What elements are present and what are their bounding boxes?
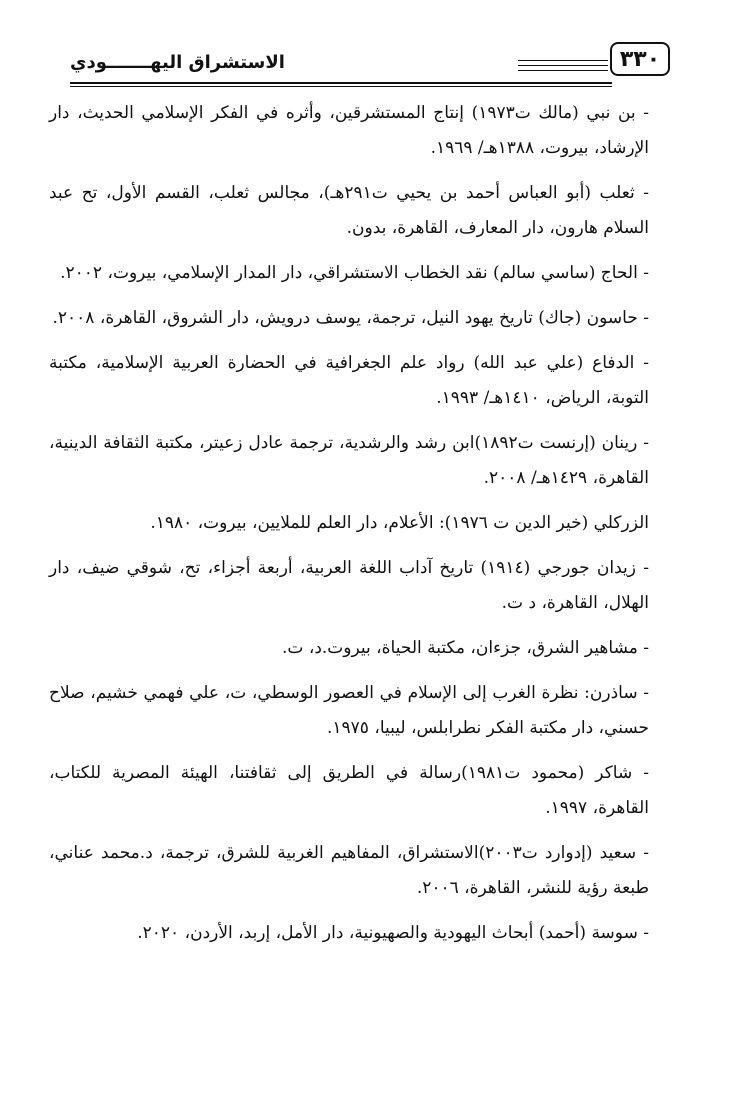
reference-text: سوسة (أحمد) أبحاث اليهودية والصهيونية، دار الأمل، إربد، الأردن، ٢٠٢٠. [137, 923, 638, 943]
reference-item: - ساذرن: نظرة الغرب إلى الإسلام في العصور الوسطي، ت، علي فهمي خشيم، صلاح حسني، دار مكتبة الفكر نطرابلس، ليبيا، ١٩٧٥. [49, 683, 649, 738]
reference-text: مشاهير الشرق، جزءان، مكتبة الحياة، بيروت.د، ت. [282, 638, 638, 658]
reference-item: - حاسون (جاك) تاريخ يهود النيل، ترجمة، يوسف درويش، دار الشروق، القاهرة، ٢٠٠٨. [52, 308, 649, 328]
reference-text: رينان (إرنست ت١٨٩٢)ابن رشد والرشدية، ترجمة عادل زعيتر، مكتبة الثقافة الدينية، القاهرة، ١٤٢٩هـ/ ٢٠٠٨. [49, 433, 649, 488]
reference-text: الحاج (ساسي سالم) نقد الخطاب الاستشراقي، دار المدار الإسلامي، بيروت، ٢٠٠٢. [60, 263, 638, 283]
reference-item: - سعيد (إدوارد ت٢٠٠٣)الاستشراق، المفاهيم الغربية للشرق، ترجمة، د.محمد عناني، طبعة رؤية للنشر، القاهرة، ٢٠٠٦. [49, 843, 649, 898]
reference-item: - الحاج (ساسي سالم) نقد الخطاب الاستشراقي، دار المدار الإسلامي، بيروت، ٢٠٠٢. [60, 263, 649, 283]
reference-item: - مشاهير الشرق، جزءان، مكتبة الحياة، بيروت.د، ت. [282, 638, 649, 658]
reference-item: - زيدان جورجي (١٩١٤) تاريخ آداب اللغة العربية، أربعة أجزاء، تح، شوقي ضيف، دار الهلال، القاهرة، د ت. [49, 558, 649, 613]
reference-item: - بن نبي (مالك ت١٩٧٣) إنتاج المستشرقين، وأثره في الفكر الإسلامي الحديث، دار الإرشاد، بيروت، ١٣٨٨هـ/ ١٩٦٩. [49, 103, 649, 158]
reference-text: ثعلب (أبو العباس أحمد بن يحيي ت٢٩١هـ)، مجالس ثعلب، القسم الأول، تح عبد السلام هارون، دار المعارف، القاهرة، بدون. [49, 183, 649, 238]
page-number: ٣٣٠ [610, 42, 670, 76]
reference-text: الزركلي (خير الدين ت ١٩٧٦): الأعلام، دار العلم للملايين، بيروت، ١٩٨٠. [150, 513, 649, 533]
reference-text: سعيد (إدوارد ت٢٠٠٣)الاستشراق، المفاهيم الغربية للشرق، ترجمة، د.محمد عناني، طبعة رؤية للنشر، القاهرة، ٢٠٠٦. [49, 843, 649, 898]
reference-text: حاسون (جاك) تاريخ يهود النيل، ترجمة، يوسف درويش، دار الشروق، القاهرة، ٢٠٠٨. [52, 308, 638, 328]
header-decoration [518, 60, 608, 75]
reference-text: ساذرن: نظرة الغرب إلى الإسلام في العصور الوسطي، ت، علي فهمي خشيم، صلاح حسني، دار مكتبة الفكر نطرابلس، ليبيا، ١٩٧٥. [49, 683, 649, 738]
reference-text: شاكر (محمود ت١٩٨١)رسالة في الطريق إلى ثقافتنا، الهيئة المصرية للكتاب، القاهرة، ١٩٩٧. [49, 763, 649, 818]
reference-list [49, 96, 649, 951]
reference-item: - رينان (إرنست ت١٨٩٢)ابن رشد والرشدية، ترجمة عادل زعيتر، مكتبة الثقافة الدينية، القاهرة، ١٤٢٩هـ/ ٢٠٠٨. [49, 433, 649, 488]
reference-item: - ثعلب (أبو العباس أحمد بن يحيي ت٢٩١هـ)، مجالس ثعلب، القسم الأول، تح عبد السلام هارون، دار المعارف، القاهرة، بدون. [49, 183, 650, 238]
reference-text: الدفاع (علي عبد الله) رواد علم الجغرافية في الحضارة العربية الإسلامية، مكتبة التوبة، الرياض، ١٤١٠هـ/ ١٩٩٣. [49, 353, 649, 408]
running-title: الاستشراق اليهـــــــودي [70, 52, 285, 73]
reference-item: - سوسة (أحمد) أبحاث اليهودية والصهيونية، دار الأمل، إربد، الأردن، ٢٠٢٠. [137, 923, 649, 943]
reference-text: بن نبي (مالك ت١٩٧٣) إنتاج المستشرقين، وأثره في الفكر الإسلامي الحديث، دار الإرشاد، بيروت، ١٣٨٨هـ/ ١٩٦٩. [49, 103, 649, 158]
page-header [70, 42, 670, 88]
reference-item: - الدفاع (علي عبد الله) رواد علم الجغرافية في الحضارة العربية الإسلامية، مكتبة التوبة، الرياض، ١٤١٠هـ/ ١٩٩٣. [49, 353, 650, 408]
reference-item [49, 506, 649, 541]
reference-item: - شاكر (محمود ت١٩٨١)رسالة في الطريق إلى ثقافتنا، الهيئة المصرية للكتاب، القاهرة، ١٩٩٧. [49, 763, 649, 818]
header-rule [70, 82, 612, 84]
header-rule-thin [70, 86, 612, 87]
reference-text: زيدان جورجي (١٩١٤) تاريخ آداب اللغة العربية، أربعة أجزاء، تح، شوقي ضيف، دار الهلال، القاهرة، د ت. [49, 558, 649, 613]
